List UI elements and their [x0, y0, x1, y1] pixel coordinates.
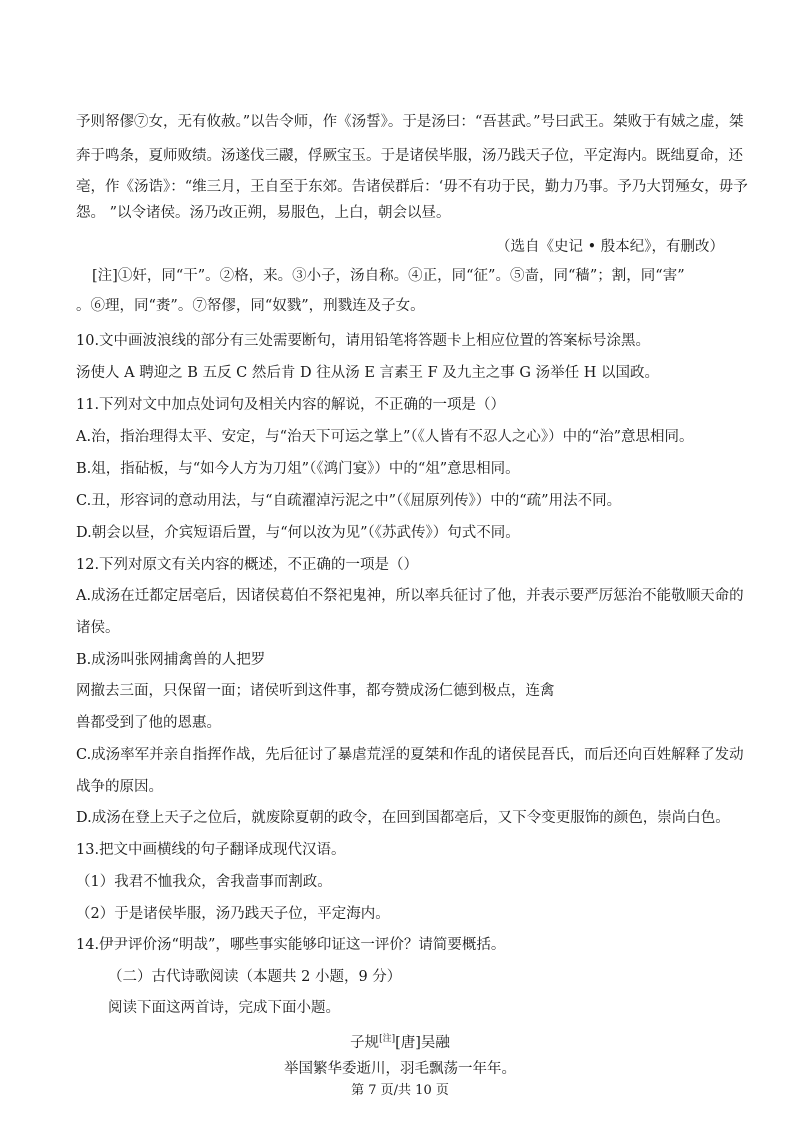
q11-stem: 11.下列对文中加点处词句及相关内容的解说，不正确的一项是（）: [76, 397, 506, 413]
q13-sentence-2: （2）于是诸侯毕服，汤乃践天子位，平定海内。: [76, 906, 390, 922]
q11-option-a: A.治，指治理得太平、安定，与“治天下可运之掌上”（《人皆有不忍人之心》）中的“治”意思相同。: [76, 429, 694, 445]
poem-author: [唐]吴融: [395, 1034, 450, 1051]
q11-option-c: C.丑，形容词的意动用法，与“自疏濯淖污泥之中”（《屈原列传》）中的“疏”用法不同。: [76, 493, 622, 509]
poem-title-line: [0, 1029, 800, 1053]
passage-line-2: 奔于鸣条，夏师败绩。汤遂伐三鬷，俘厥宝玉。于是诸侯毕服，汤乃践天子位，平定海内。既绌夏命，还: [76, 148, 743, 164]
q12-option-c-line-1: C.成汤率军并亲自指挥作战，先后征讨了暴虐荒淫的夏桀和作乱的诸侯昆吾氏，而后还向百姓解释了发动: [76, 747, 744, 763]
passage-line-4: 怨。 ”以令诸侯。汤乃改正朔，易服色，上白，朝会以昼。: [76, 205, 451, 221]
q14-stem: 14.伊尹评价汤“明哉”，哪些事实能够印证这一评价？请简要概括。: [76, 937, 506, 953]
q12-stem: 12.下列对原文有关内容的概述，不正确的一项是（）: [76, 557, 419, 573]
q11-option-d: D.朝会以昼，介宾短语后置，与“何以汝为见”（《苏武传》）句式不同。: [76, 525, 520, 541]
page-footer: 第 7 页/共 10 页: [351, 1083, 449, 1098]
q10-options: 汤使人 A 聘迎之 B 五反 C 然后肯 D 往从汤 E 言素王 F 及九主之事 G 汤举任 H 以国政。: [76, 365, 659, 381]
q12-option-b-line-2: 网撤去三面，只保留一面；诸侯听到这件事，都夸赞成汤仁德到极点，连禽: [76, 683, 555, 699]
q10-stem: 10.文中画波浪线的部分有三处需要断句，请用铅笔将答题卡上相应位置的答案标号涂黑。: [76, 333, 651, 349]
notes-line-1: [注]①奸，同“干”。②格，来。③小子，汤自称。④正，同“征”。⑤啬，同“穑”；割，同“害”: [92, 268, 685, 284]
q13-stem: 13.把文中画横线的句子翻译成现代汉语。: [76, 842, 346, 858]
section-heading: （二）古代诗歌阅读（本题共 2 小题，9 分）: [108, 969, 402, 985]
notes-line-2: 。⑥理，同“赉”。⑦帑僇，同“奴戮”，刑戮连及子女。: [76, 298, 425, 314]
q11-option-b: B.俎，指砧板，与“如今人方为刀俎”（《鸿门宴》）中的“俎”意思相同。: [76, 461, 520, 477]
poem-title: 子规: [350, 1034, 380, 1051]
q12-option-b-line-3: 兽都受到了他的恩惠。: [76, 715, 221, 731]
q12-option-c-line-2: 战争的原因。: [76, 779, 163, 795]
passage-line-3: 亳，作《汤诰》：“维三月，王自至于东郊。告诸侯群后：‘毋不有功于民，勤力乃事。予乃大罚殛女，毋予: [76, 179, 748, 195]
q12-option-d: D.成汤在登上天子之位后，就废除夏朝的政令，在回到国都亳后，又下令变更服饰的颜色，崇尚白色。: [76, 810, 730, 826]
q13-sentence-1: （1）我君不恤我众，舍我啬事而割政。: [76, 874, 332, 890]
poem-line-1: 举国繁华委逝川，羽毛飘荡一年年。: [284, 1061, 516, 1077]
q12-option-b-line-1: B.成汤叫张网捕禽兽的人把罗: [76, 652, 266, 668]
passage-source: （选自《史记 • 殷本纪》，有删改）: [495, 239, 724, 255]
q12-option-a-line-2: 诸侯。: [76, 620, 120, 636]
section-instruction: 阅读下面这两首诗，完成下面小题。: [108, 1000, 340, 1016]
passage-line-1: 予则帑僇⑦女，无有攸赦。”以告令师，作《汤誓》。于是汤曰：“吾甚武。”号曰武王。桀败于有娀之虚，桀: [76, 114, 744, 130]
poem-note-mark: [注]: [379, 1034, 396, 1044]
q12-option-a-line-1: A.成汤在迁都定居亳后，因诸侯葛伯不祭祀鬼神，所以率兵征讨了他，并表示要严厉惩治不能敬顺天命的: [76, 588, 744, 604]
